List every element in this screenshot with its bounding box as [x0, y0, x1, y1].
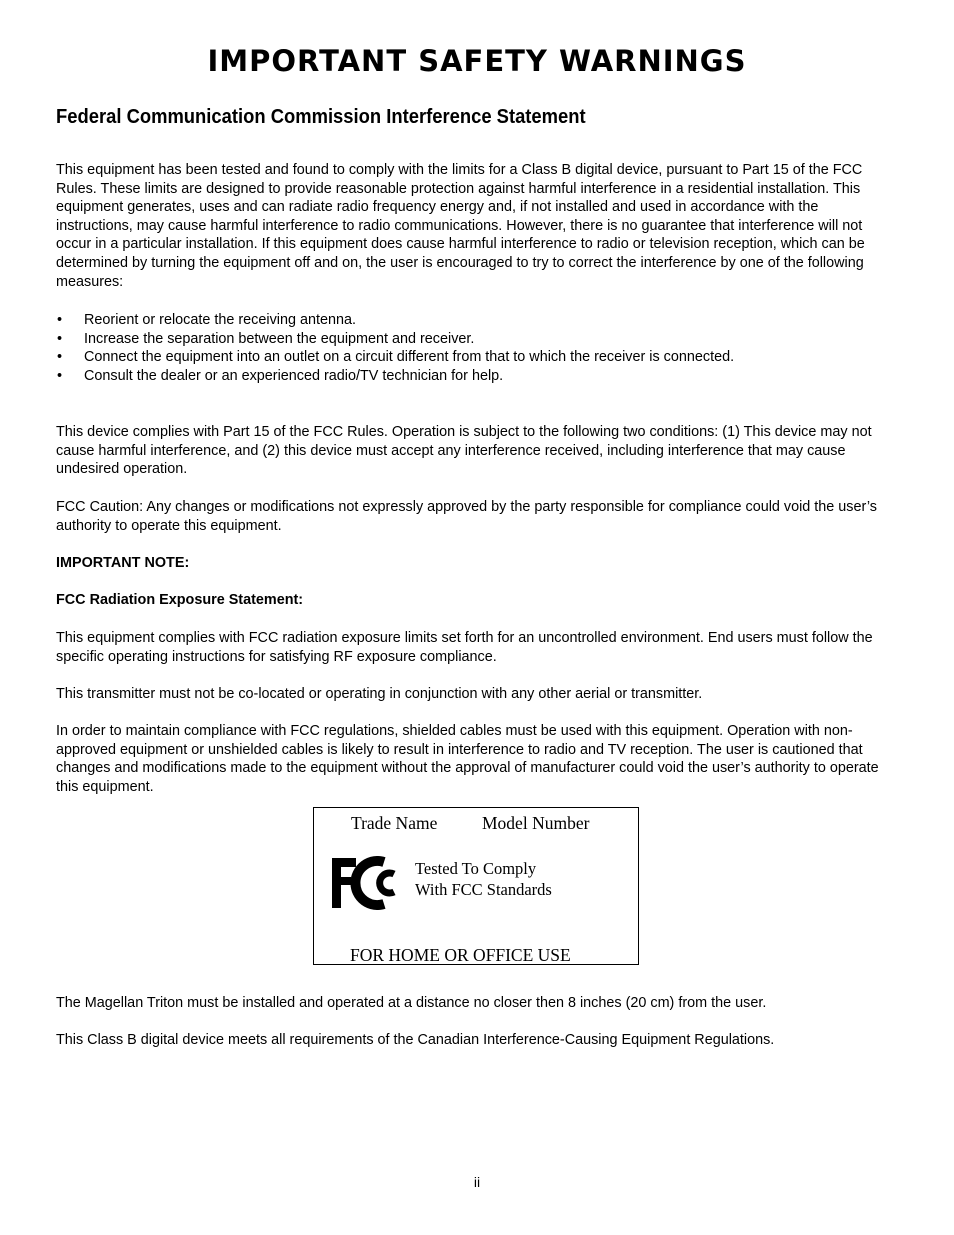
important-note-heading: IMPORTANT NOTE:: [56, 555, 190, 571]
intro-paragraph: This equipment has been tested and found to comply with the limits for a Class B digital device, pursuant to Part 15 of the FCC Rules. These limits are designed to provide reasonable protection against harmful interference in a residential installation. This equipment generates, uses and can radiate radio frequency energy and, if not installed and used in accordance with the instructions, may cause harmful interference to radio communications. However, there is no guarantee that interference will not occur in a particular installation. If this equipment does cause harmful interference to radio or television reception, which can be determined by turning the equipment off and on, the user is encouraged to try to correct the interference by one of the following measures:: [56, 162, 865, 290]
canadian-paragraph: This Class B digital device meets all requirements of the Canadian Interference-Causing Equipment Regulations.: [56, 1032, 775, 1048]
fcc-logo-icon: [330, 856, 406, 910]
distance-paragraph: The Magellan Triton must be installed and operated at a distance no closer then 8 inches (20 cm) from the user.: [56, 995, 767, 1011]
compliance-paragraph: This device complies with Part 15 of the FCC Rules. Operation is subject to the following two conditions: (1) This device may not cause harmful interference, and (2) this device must accept any interference received, including interference that may cause undesired operation.: [56, 424, 872, 478]
section-heading: Federal Communication Commission Interference Statement: [56, 106, 586, 128]
tested-line-1: Tested To Comply: [415, 859, 537, 878]
radiation-paragraph: This equipment complies with FCC radiation exposure limits set forth for an uncontrolled environment. End users must follow the specific operating instructions for satisfying RF exposure compliance.: [56, 630, 873, 665]
cables-paragraph: In order to maintain compliance with FCC regulations, shielded cables must be used with this equipment. Operation with non-approved equipment or unshielded cables is likely to result in interference to radio and TV reception. The user is cautioned that changes and modifications made to the equipment without the approval of manufacturer could void the user’s authority to operate this equipment.: [56, 723, 879, 795]
page-title: IMPORTANT SAFETY WARNINGS: [207, 44, 747, 78]
list-item: [56, 348, 898, 367]
bullet-icon: •: [57, 367, 63, 384]
bullet-icon: •: [57, 349, 63, 366]
measures-list: [56, 311, 898, 385]
home-office-use-label: FOR HOME OR OFFICE USE: [350, 945, 571, 965]
list-item: [56, 311, 898, 330]
list-item-text: Connect the equipment into an outlet on a circuit different from that to which the receiver is connected.: [84, 349, 735, 366]
page-number: ii: [473, 1174, 481, 1190]
fcc-label-box: [313, 807, 639, 965]
model-number-label: Model Number: [482, 813, 590, 833]
list-item-text: Increase the separation between the equipment and receiver.: [84, 330, 475, 347]
bullet-icon: •: [57, 330, 63, 347]
tested-line-2: With FCC Standards: [415, 880, 552, 899]
transmitter-paragraph: This transmitter must not be co-located or operating in conjunction with any other aerial or transmitter.: [56, 686, 703, 702]
caution-paragraph: FCC Caution: Any changes or modifications not expressly approved by the party responsible for compliance could void the user’s authority to operate this equipment.: [56, 499, 877, 534]
radiation-heading: FCC Radiation Exposure Statement:: [56, 592, 304, 608]
list-item-text: Reorient or relocate the receiving antenna.: [84, 312, 356, 328]
list-item-text: Consult the dealer or an experienced radio/TV technician for help.: [84, 367, 504, 384]
list-item: [56, 330, 898, 349]
list-item: [56, 367, 898, 386]
tested-statement: [415, 858, 552, 900]
bullet-icon: •: [57, 312, 63, 328]
trade-name-label: Trade Name: [351, 813, 438, 833]
